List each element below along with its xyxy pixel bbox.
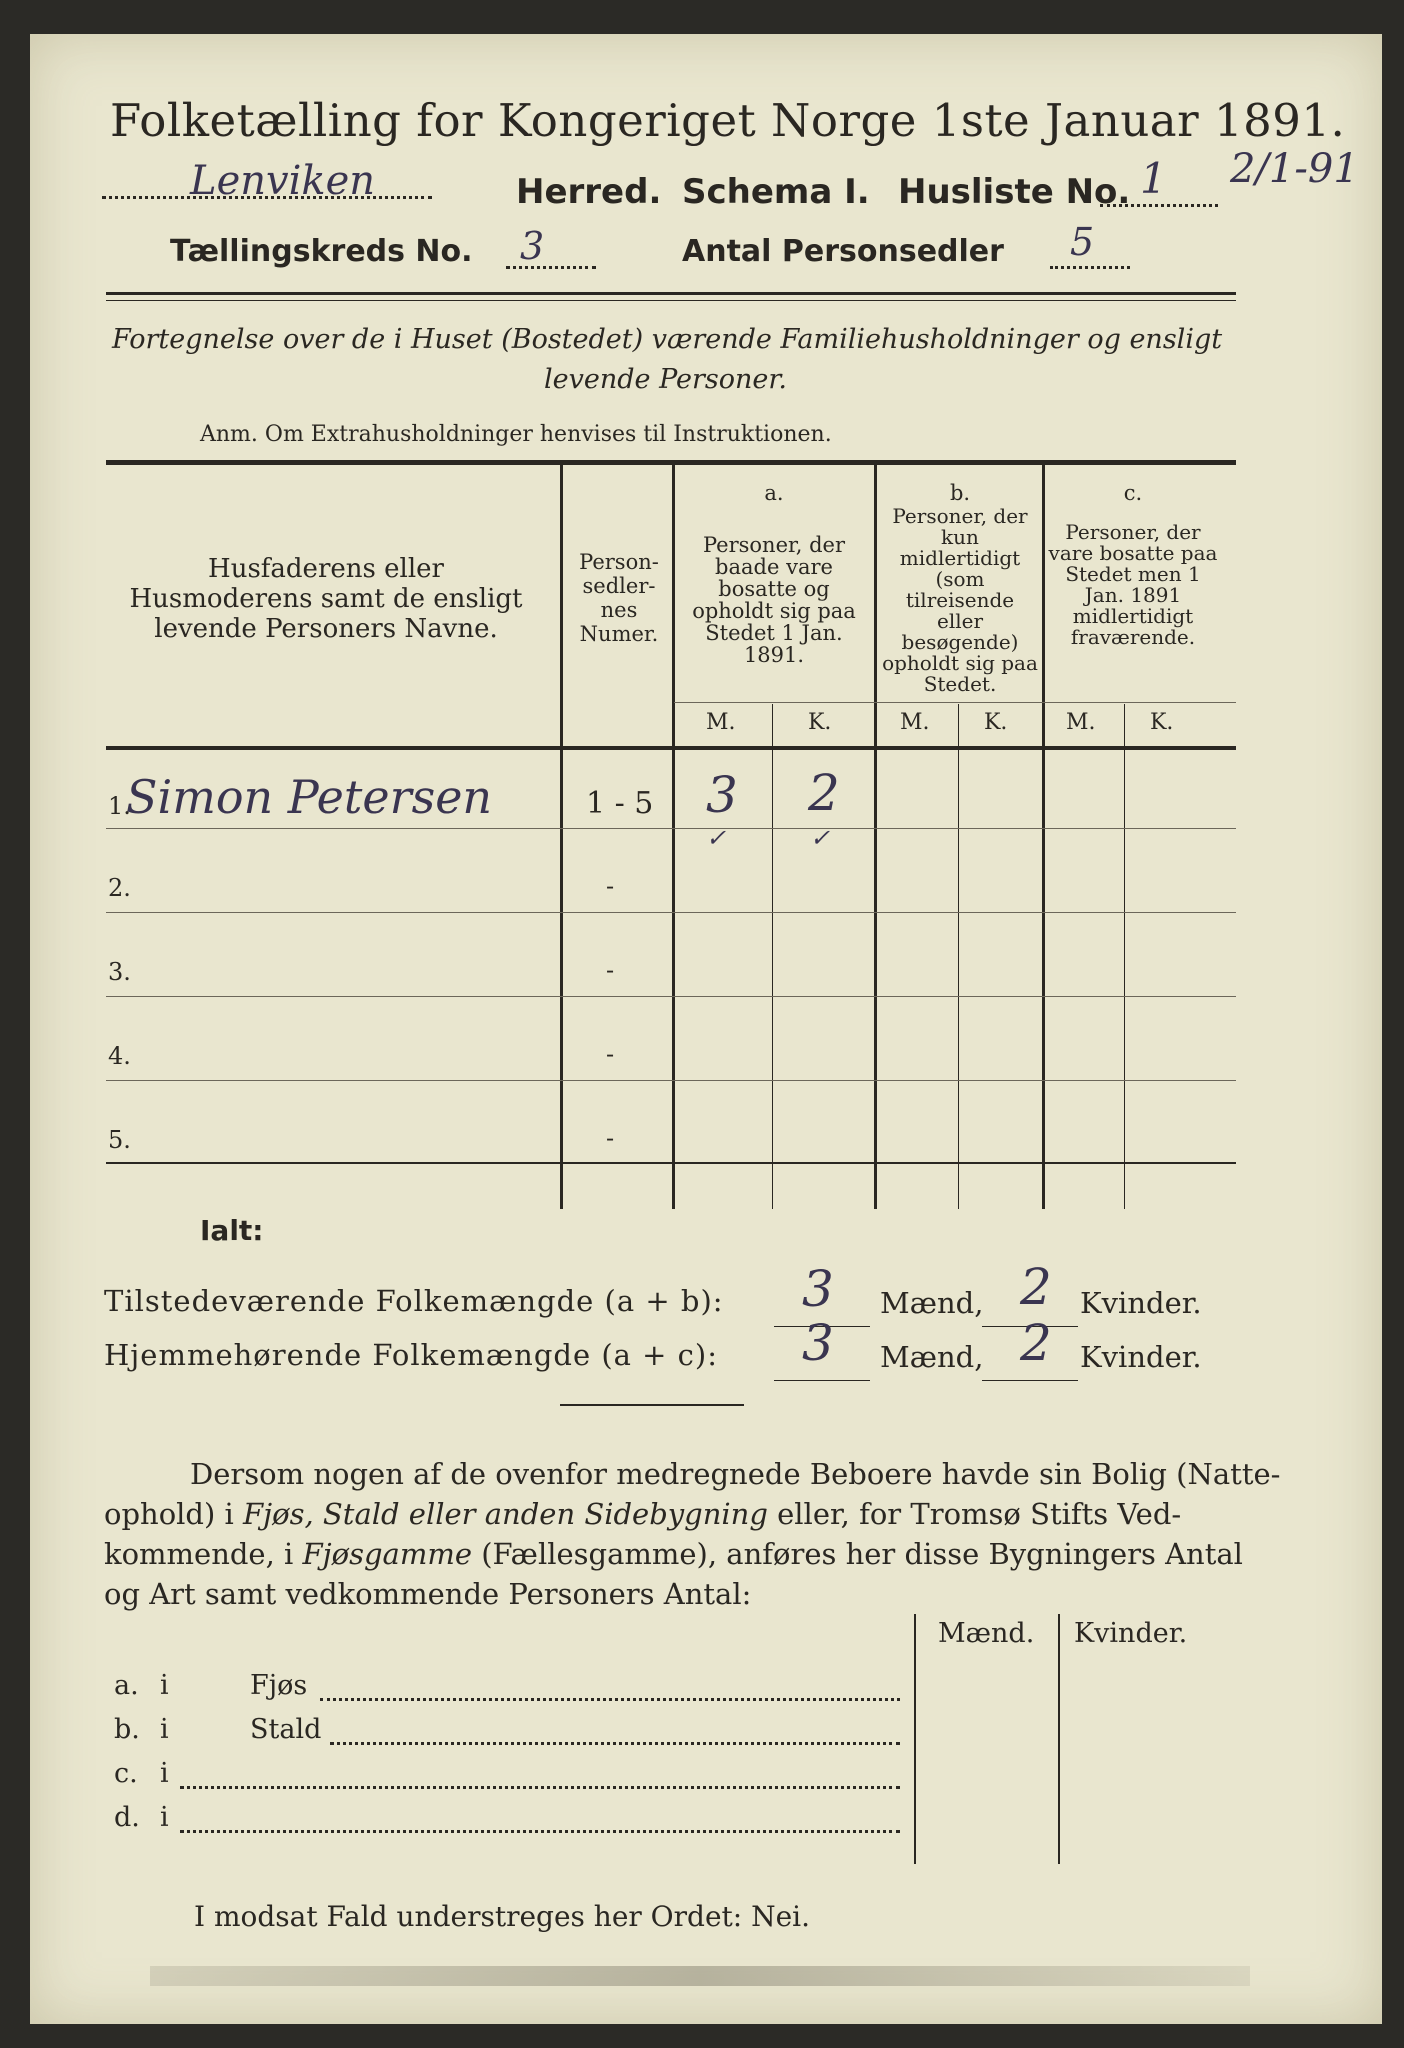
buildings-col-kvinder: Kvinder. xyxy=(1074,1618,1188,1649)
buildings-paragraph-1: Dersom nogen af de ovenfor medregnede Beboere havde sin Bolig (Natte- xyxy=(190,1457,1281,1491)
mk-top-line xyxy=(674,702,1236,703)
building-a-line xyxy=(320,1698,900,1701)
kreds-label: Tællingskreds No. xyxy=(170,234,473,269)
col-a-m: M. xyxy=(706,710,736,735)
col-header-a: Personer, der baade vare bosatte og opholdt sig paa Stedet 1 Jan. 1891. xyxy=(692,533,856,667)
col-divider-names xyxy=(560,465,563,1209)
row-1-numer: 1 - 5 xyxy=(586,786,654,821)
row-2-numer: - xyxy=(606,872,615,900)
schema-label: Schema I. xyxy=(682,172,870,212)
kreds-value: 3 xyxy=(520,224,545,268)
row-1-a-m: 3 xyxy=(706,766,738,824)
form-title: Folketælling for Kongeriget Norge 1ste Januar 1891. xyxy=(110,94,1346,147)
header-rule-thin xyxy=(106,300,1236,301)
building-d-letter: d. xyxy=(114,1802,140,1833)
husliste-label: Husliste No. xyxy=(898,172,1131,212)
building-d-i: i xyxy=(160,1802,169,1833)
table-bottom-rule xyxy=(106,1162,1236,1164)
table-header-rule xyxy=(106,746,1236,750)
total-2-maend: 3 xyxy=(802,1314,834,1372)
col-header-b: Personer, der kun midlertidigt (som tilreisende eller besøgende) opholdt sig paa Stedet. xyxy=(882,504,1038,696)
row-line-4 xyxy=(106,1080,1236,1081)
personsedler-label: Antal Personsedler xyxy=(682,234,1004,269)
building-c-i: i xyxy=(160,1758,169,1789)
row-3-num: 3. xyxy=(108,958,131,986)
building-c-letter: c. xyxy=(114,1758,138,1789)
building-b-letter: b. xyxy=(114,1714,140,1745)
row-5-num: 5. xyxy=(108,1126,131,1154)
total-2-maend-label: Mænd, xyxy=(880,1340,984,1374)
row-1-a-k: 2 xyxy=(808,764,840,822)
col-a-letter: a. xyxy=(764,481,784,505)
total-1-maend-label: Mænd, xyxy=(880,1286,984,1320)
col-header-numer: Person-sedler-nes Numer. xyxy=(579,550,659,646)
husliste-line xyxy=(1100,204,1218,207)
buildings-paragraph-4: og Art samt vedkommende Personers Antal: xyxy=(104,1577,752,1611)
total-1-kvinder: 2 xyxy=(1020,1258,1052,1316)
building-a-i: i xyxy=(160,1670,169,1701)
buildings-paragraph-2: ophold) i Fjøs, Stald eller anden Sidebygning eller, for Tromsø Stifts Ved- xyxy=(104,1497,1182,1531)
col-c-letter: c. xyxy=(1123,481,1143,505)
intro-line-1: Fortegnelse over de i Huset (Bostedet) værende Familiehusholdninger og ensligt xyxy=(112,324,1223,355)
row-line-3 xyxy=(106,996,1236,997)
col-divider-b xyxy=(1042,465,1045,1209)
section-separator xyxy=(560,1404,744,1406)
row-4-numer: - xyxy=(606,1040,615,1068)
total-1-maend: 3 xyxy=(802,1260,834,1318)
total-2-kvinder: 2 xyxy=(1020,1314,1052,1372)
herred-value: Lenviken xyxy=(190,158,376,204)
row-line-2 xyxy=(106,912,1236,913)
col-c-m: M. xyxy=(1066,710,1096,735)
subdivider-a xyxy=(772,704,773,1209)
total-1-kvinder-label: Kvinder. xyxy=(1080,1286,1202,1320)
total-2-kvinder-line xyxy=(982,1380,1078,1381)
col-header-names: Husfaderens eller Husmoderens samt de ensligt levende Personers Navne. xyxy=(129,554,523,644)
row-1-check-k: ✓ xyxy=(810,824,831,852)
row-1-name: Simon Petersen xyxy=(126,770,493,824)
buildings-paragraph-3: kommende, i Fjøsgamme (Fællesgamme), anføres her disse Bygningers Antal xyxy=(104,1537,1243,1571)
bottom-smudge xyxy=(150,1966,1250,1986)
col-b-k: K. xyxy=(984,710,1008,735)
census-form xyxy=(30,34,1382,2024)
building-b-i: i xyxy=(160,1714,169,1745)
building-b-line xyxy=(330,1742,900,1745)
col-b-letter: b. xyxy=(949,481,971,505)
personsedler-line xyxy=(1050,266,1130,269)
buildings-divider-2 xyxy=(1058,1614,1060,1864)
building-b-label: Stald xyxy=(250,1714,322,1745)
header-rule xyxy=(106,292,1236,295)
anm-note: Anm. Om Extrahusholdninger henvises til Instruktionen. xyxy=(200,422,832,447)
footer-text: I modsat Fald understreges her Ordet: Nei. xyxy=(194,1900,811,1933)
row-3-numer: - xyxy=(606,956,615,984)
margin-note: 2/1-91 xyxy=(1230,146,1359,192)
subdivider-b xyxy=(958,704,959,1209)
buildings-divider-1 xyxy=(914,1614,916,1864)
col-c-k: K. xyxy=(1150,710,1174,735)
personsedler-value: 5 xyxy=(1070,220,1095,264)
row-1-check-m: ✓ xyxy=(706,824,727,852)
husliste-value: 1 xyxy=(1140,154,1167,203)
buildings-col-maend: Mænd. xyxy=(938,1618,1035,1649)
col-b-m: M. xyxy=(900,710,930,735)
herred-label: Herred. xyxy=(516,172,662,212)
building-d-line xyxy=(180,1830,900,1833)
col-a-k: K. xyxy=(808,710,832,735)
row-2-num: 2. xyxy=(108,874,131,902)
row-1-num: 1. xyxy=(108,792,131,820)
total-2-kvinder-label: Kvinder. xyxy=(1080,1340,1202,1374)
col-header-c: Personer, der vare bosatte paa Stedet men 1 Jan. 1891 midlertidigt fraværende. xyxy=(1048,520,1218,649)
table-top-rule xyxy=(106,460,1236,465)
intro-line-2: levende Personer. xyxy=(544,364,787,395)
subdivider-c xyxy=(1124,704,1125,1209)
total-1-label: Tilstedeværende Folkemængde (a + b): xyxy=(104,1284,724,1318)
building-a-label: Fjøs xyxy=(250,1670,308,1701)
ialt-label: Ialt: xyxy=(200,1214,264,1247)
row-line-1 xyxy=(106,828,1236,829)
row-5-numer: - xyxy=(606,1124,615,1152)
total-2-maend-line xyxy=(774,1380,870,1381)
total-2-label: Hjemmehørende Folkemængde (a + c): xyxy=(104,1338,718,1372)
row-4-num: 4. xyxy=(108,1042,131,1070)
col-divider-a xyxy=(874,465,877,1209)
col-divider-numer xyxy=(672,465,675,1209)
building-a-letter: a. xyxy=(114,1670,139,1701)
building-c-line xyxy=(180,1786,900,1789)
